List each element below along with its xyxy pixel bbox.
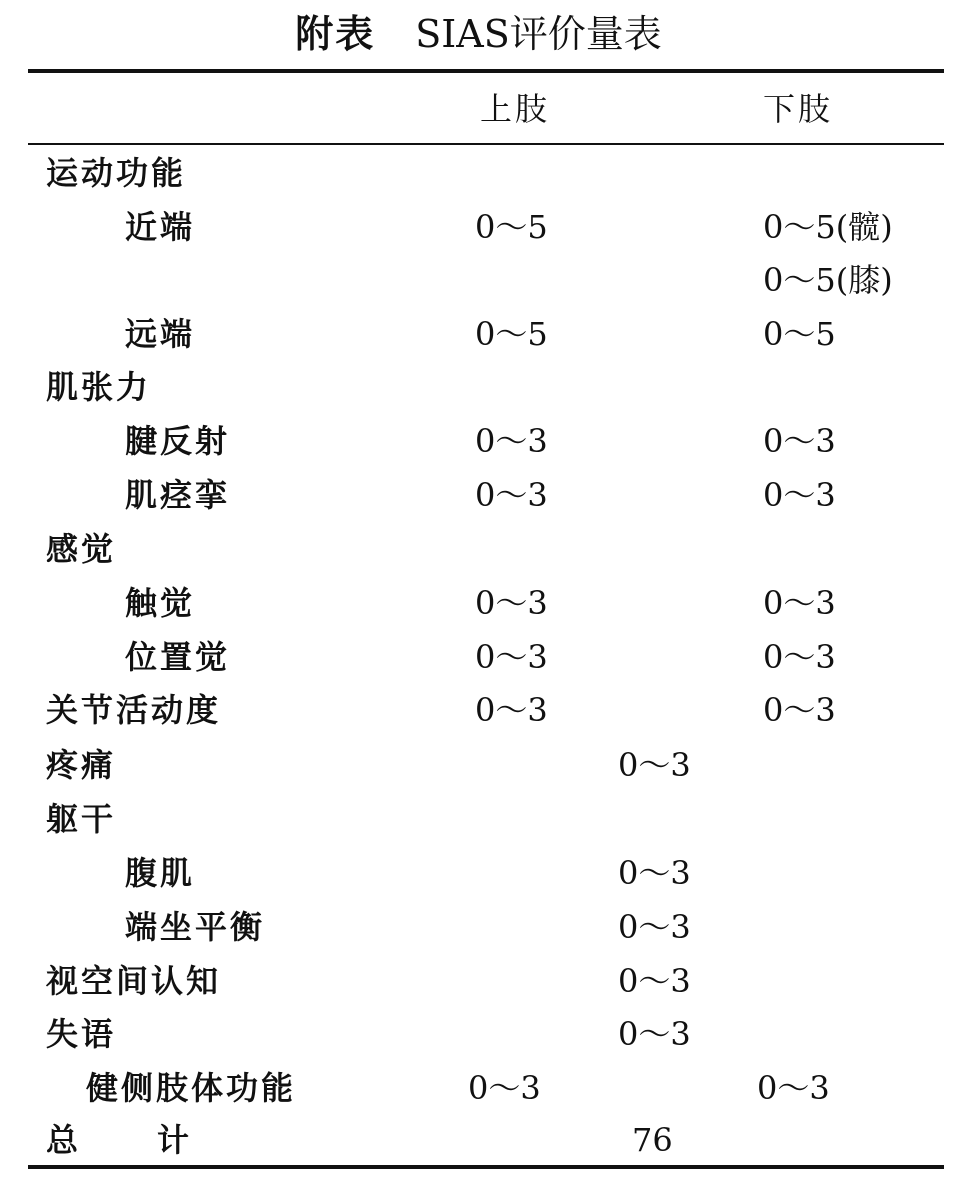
unaffected-lower-value: 0～3	[757, 1069, 830, 1107]
total-value: 76	[632, 1121, 673, 1159]
reflex-lower-value: 0～3	[763, 422, 836, 460]
proximal-upper-value: 0～5	[475, 208, 548, 246]
row-label-trunk: 躯干	[46, 800, 117, 838]
row-label-sensation: 感觉	[46, 530, 117, 568]
row-label-motor: 运动功能	[46, 154, 187, 192]
touch-upper-value: 0～3	[475, 584, 548, 622]
title-text: SIAS评价量表	[415, 12, 662, 56]
proximal-lower-hip-value: 0～5(髋)	[763, 208, 893, 246]
table-title	[0, 4, 957, 64]
row-label-pain: 疼痛	[46, 746, 117, 784]
row-label-aphasia: 失语	[46, 1015, 117, 1053]
distal-upper-value: 0～5	[475, 315, 548, 353]
total-label-second: 计	[157, 1121, 190, 1159]
row-label-tone: 肌张力	[46, 368, 152, 406]
rom-lower-value: 0～3	[763, 691, 836, 729]
row-label-visuospatial: 视空间认知	[46, 962, 222, 1000]
column-header-upper-limb: 上肢	[480, 90, 551, 128]
row-label-reflex: 腱反射	[125, 422, 231, 460]
abdominal-value: 0～3	[618, 854, 691, 892]
touch-lower-value: 0～3	[763, 584, 836, 622]
row-label-touch: 触觉	[125, 584, 196, 622]
proximal-lower-knee-value: 0～5(膝)	[763, 261, 893, 299]
spasm-lower-value: 0～3	[763, 476, 836, 514]
row-label-proximal: 近端	[125, 208, 196, 246]
row-label-position: 位置觉	[125, 638, 231, 676]
visuospatial-value: 0～3	[618, 962, 691, 1000]
position-upper-value: 0～3	[475, 638, 548, 676]
top-rule	[28, 69, 944, 73]
sitting-balance-value: 0～3	[618, 908, 691, 946]
pain-value: 0～3	[618, 746, 691, 784]
row-label-abdominal: 腹肌	[125, 854, 196, 892]
row-label-rom: 关节活动度	[46, 691, 222, 729]
total-label-first: 总	[46, 1121, 79, 1159]
row-label-distal: 远端	[125, 315, 196, 353]
column-header-lower-limb: 下肢	[763, 90, 834, 128]
position-lower-value: 0～3	[763, 638, 836, 676]
title-prefix: 附表	[295, 11, 376, 56]
row-label-unaffected-side: 健侧肢体功能	[86, 1069, 297, 1107]
reflex-upper-value: 0～3	[475, 422, 548, 460]
rom-upper-value: 0～3	[475, 691, 548, 729]
spasm-upper-value: 0～3	[475, 476, 548, 514]
header-rule	[28, 143, 944, 145]
distal-lower-value: 0～5	[763, 315, 836, 353]
aphasia-value: 0～3	[618, 1015, 691, 1053]
row-label-sitting-balance: 端坐平衡	[125, 908, 266, 946]
unaffected-upper-value: 0～3	[468, 1069, 541, 1107]
row-label-spasm: 肌痉挛	[125, 476, 231, 514]
